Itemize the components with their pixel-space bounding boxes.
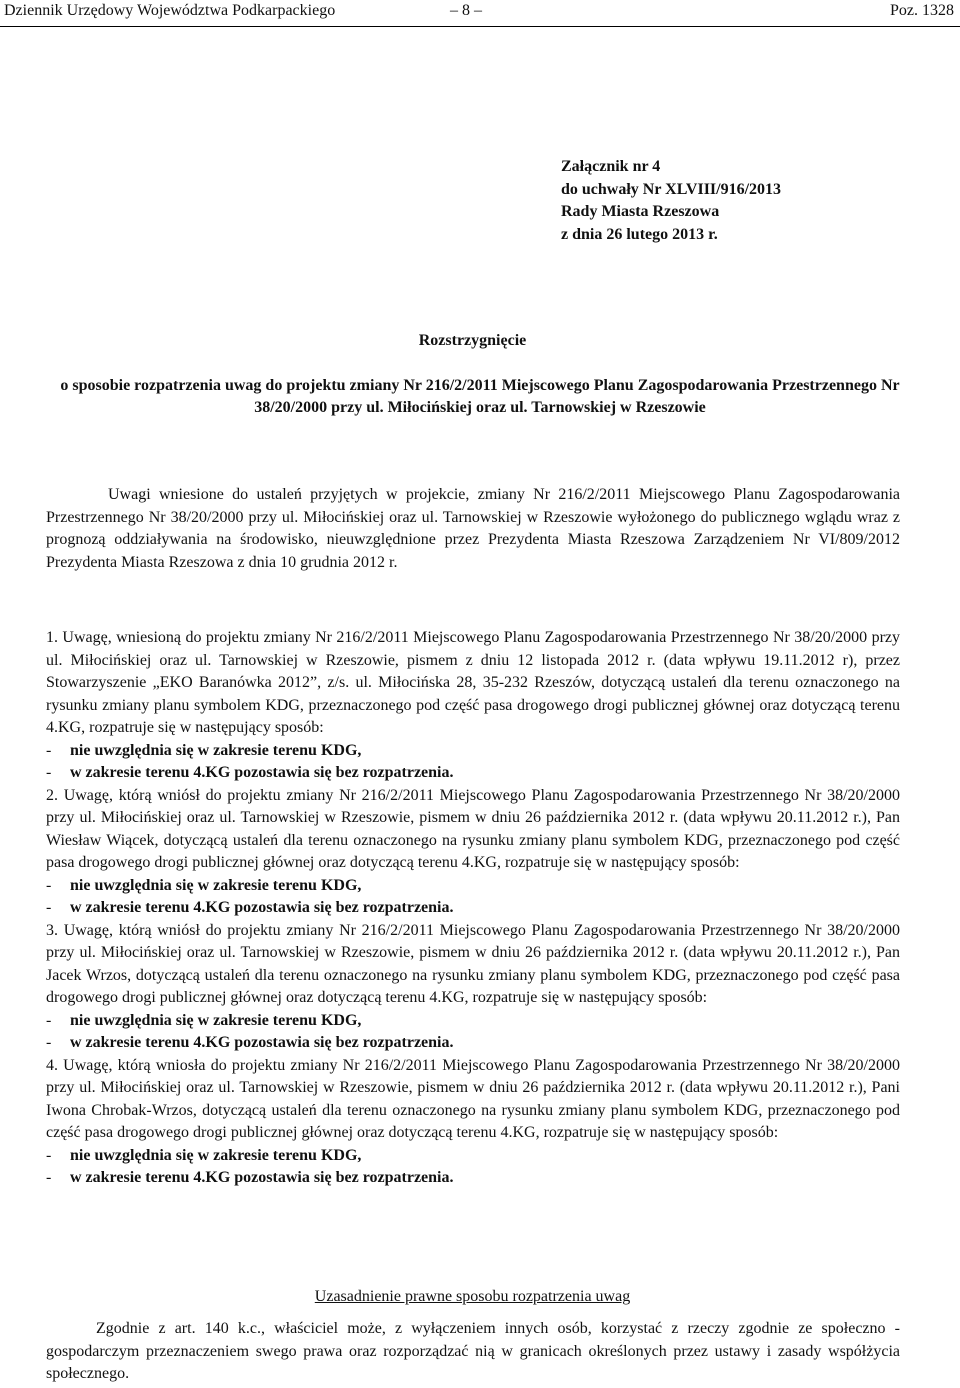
remark-2-text: 2. Uwagę, którą wniósł do projektu zmiany Nr 216/2/2011 Miejscowego Planu Zagospodarowania Przestrzennego Nr 38/20/2000 przy ul. Miłocińskiej oraz ul. Tarnowskiej w Rzeszowie, pismem w dniu 26 października 2012 r. (data wpływu 20.11.2012 r.), Pan Wiesław Wiącek, dotyczącą ustaleń dla terenu oznaczonego na rysunku zmiany planu symbolem KDG, przeznaczonego pod część pasa drogowego drogi publicznej głównej oraz dotyczącą terenu 4.KG, rozpatruje się w następujący sposób: bbox=[46, 786, 900, 871]
justification-title: Uzasadnienie prawne sposobu rozpatrzenia uwag bbox=[314, 1288, 631, 1305]
remarks-list bbox=[46, 627, 900, 1190]
remark-3-decision-1: - nie uwzględnia się w zakresie terenu KDG, bbox=[46, 1011, 362, 1029]
page-number: – 8 – bbox=[450, 2, 482, 19]
remark-2-decision-1: - nie uwzględnia się w zakresie terenu KDG, bbox=[46, 876, 362, 894]
remark-1-text: 1. Uwagę, wniesioną do projektu zmiany Nr 216/2/2011 Miejscowego Planu Zagospodarowania Przestrzennego Nr 38/20/2000 przy ul. Miłocińskiej oraz ul. Tarnowskiej w Rzeszowie, pismem z dniu 12 listopada 2012 r. (data wpływu 19.11.2012 r), przez Stowarzyszenie „EKO Baranówka 2012”, z/s. ul. Miłocińska 28, 35-232 Rzeszów, dotyczącą ustaleń dla terenu oznaczonego na rysunku zmiany planu symbolem KDG, przeznaczonego pod część pasa drogowego drogi publicznej głównej oraz dotyczącą terenu 4.KG, rozpatruje się w następujący sposób: bbox=[46, 629, 900, 736]
annex-block bbox=[561, 156, 781, 246]
justification-text: Zgodnie z art. 140 k.c., właściciel może, z wyłączeniem innych osób, korzystać z rzeczy zgodnie ze społeczno - gospodarczym przeznaczeniem swego prawa oraz rozporządzać nią w granicach określonych przez ustawy i zasady współżycia społecznego. bbox=[46, 1320, 900, 1382]
remark-4-decision-2: - w zakresie terenu 4.KG pozostawia się bez rozpatrzenia. bbox=[46, 1169, 454, 1186]
position-number: Poz. 1328 bbox=[890, 2, 954, 19]
remark-4-text: 4. Uwagę, którą wniosła do projektu zmiany Nr 216/2/2011 Miejscowego Planu Zagospodarowania Przestrzennego Nr 38/20/2000 przy ul. Miłocińskiej oraz ul. Tarnowskiej w Rzeszowie, pismem w dniu 26 października 2012 r. (data wpływu 20.11.2012 r.), Pani Iwona Chrobak-Wrzos, dotyczącą ustaleń dla terenu oznaczonego na rysunku zmiany planu symbolem KDG, przeznaczonego pod część pasa drogowego drogi publicznej głównej oraz dotyczącą terenu 4.KG, rozpatruje się w następujący sposób: bbox=[46, 1056, 900, 1141]
remark-1-decision-2: - w zakresie terenu 4.KG pozostawia się bez rozpatrzenia. bbox=[46, 764, 454, 781]
page-header bbox=[0, 0, 960, 27]
remark-3-decision-2: - w zakresie terenu 4.KG pozostawia się bez rozpatrzenia. bbox=[46, 1034, 454, 1051]
intro-paragraph: Uwagi wniesione do ustaleń przyjętych w projekcie, zmiany Nr 216/2/2011 Miejscowego Planu Zagospodarowania Przestrzennego Nr 38/20/2000 przy ul. Miłocińskiej oraz ul. Tarnowskiej w Rzeszowie wyłożonego do publicznego wglądu wraz z prognozą oddziaływania na środowisko, nieuwzględnione przez Prezydenta Miasta Rzeszowa Zarządzeniem Nr VI/809/2012 Prezydenta Miasta Rzeszowa z dnia 10 grudnia 2012 r. bbox=[46, 486, 900, 571]
annex-line-1: Załącznik nr 4 bbox=[561, 158, 661, 175]
remark-2-decision-2: - w zakresie terenu 4.KG pozostawia się bez rozpatrzenia. bbox=[46, 899, 454, 916]
remark-3-text: 3. Uwagę, którą wniósł do projektu zmiany Nr 216/2/2011 Miejscowego Planu Zagospodarowania Przestrzennego Nr 38/20/2000 przy ul. Miłocińskiej oraz ul. Tarnowskiej w Rzeszowie, pismem w dniu 26 października 2012 r. (data wpływu 20.11.2012 r.), Pan Jacek Wrzos, dotyczącą ustaleń dla terenu oznaczonego na rysunku zmiany planu symbolem KDG, przeznaczonego pod część pasa drogowego drogi publicznej głównej oraz dotyczącą terenu 4.KG, rozpatruje się w następujący sposób: bbox=[46, 921, 900, 1006]
remark-4-decision-1: - nie uwzględnia się w zakresie terenu KDG, bbox=[46, 1146, 362, 1164]
annex-line-3: Rady Miasta Rzeszowa bbox=[561, 203, 720, 220]
document-subtitle: o sposobie rozpatrzenia uwag do projektu zmiany Nr 216/2/2011 Miejscowego Planu Zagospodarowania Przestrzennego Nr 38/20/2000 przy ul. Miłocińskiej oraz ul. Tarnowskiej w Rzeszowie bbox=[60, 377, 900, 416]
annex-line-2: do uchwały Nr XLVIII/916/2013 bbox=[561, 180, 782, 198]
journal-title: Dziennik Urzędowy Województwa Podkarpackiego bbox=[4, 2, 336, 19]
annex-line-4: z dnia 26 lutego 2013 r. bbox=[561, 225, 718, 243]
remark-1-decision-1: - nie uwzględnia się w zakresie terenu KDG, bbox=[46, 741, 362, 759]
document-title: Rozstrzygnięcie bbox=[418, 332, 527, 349]
